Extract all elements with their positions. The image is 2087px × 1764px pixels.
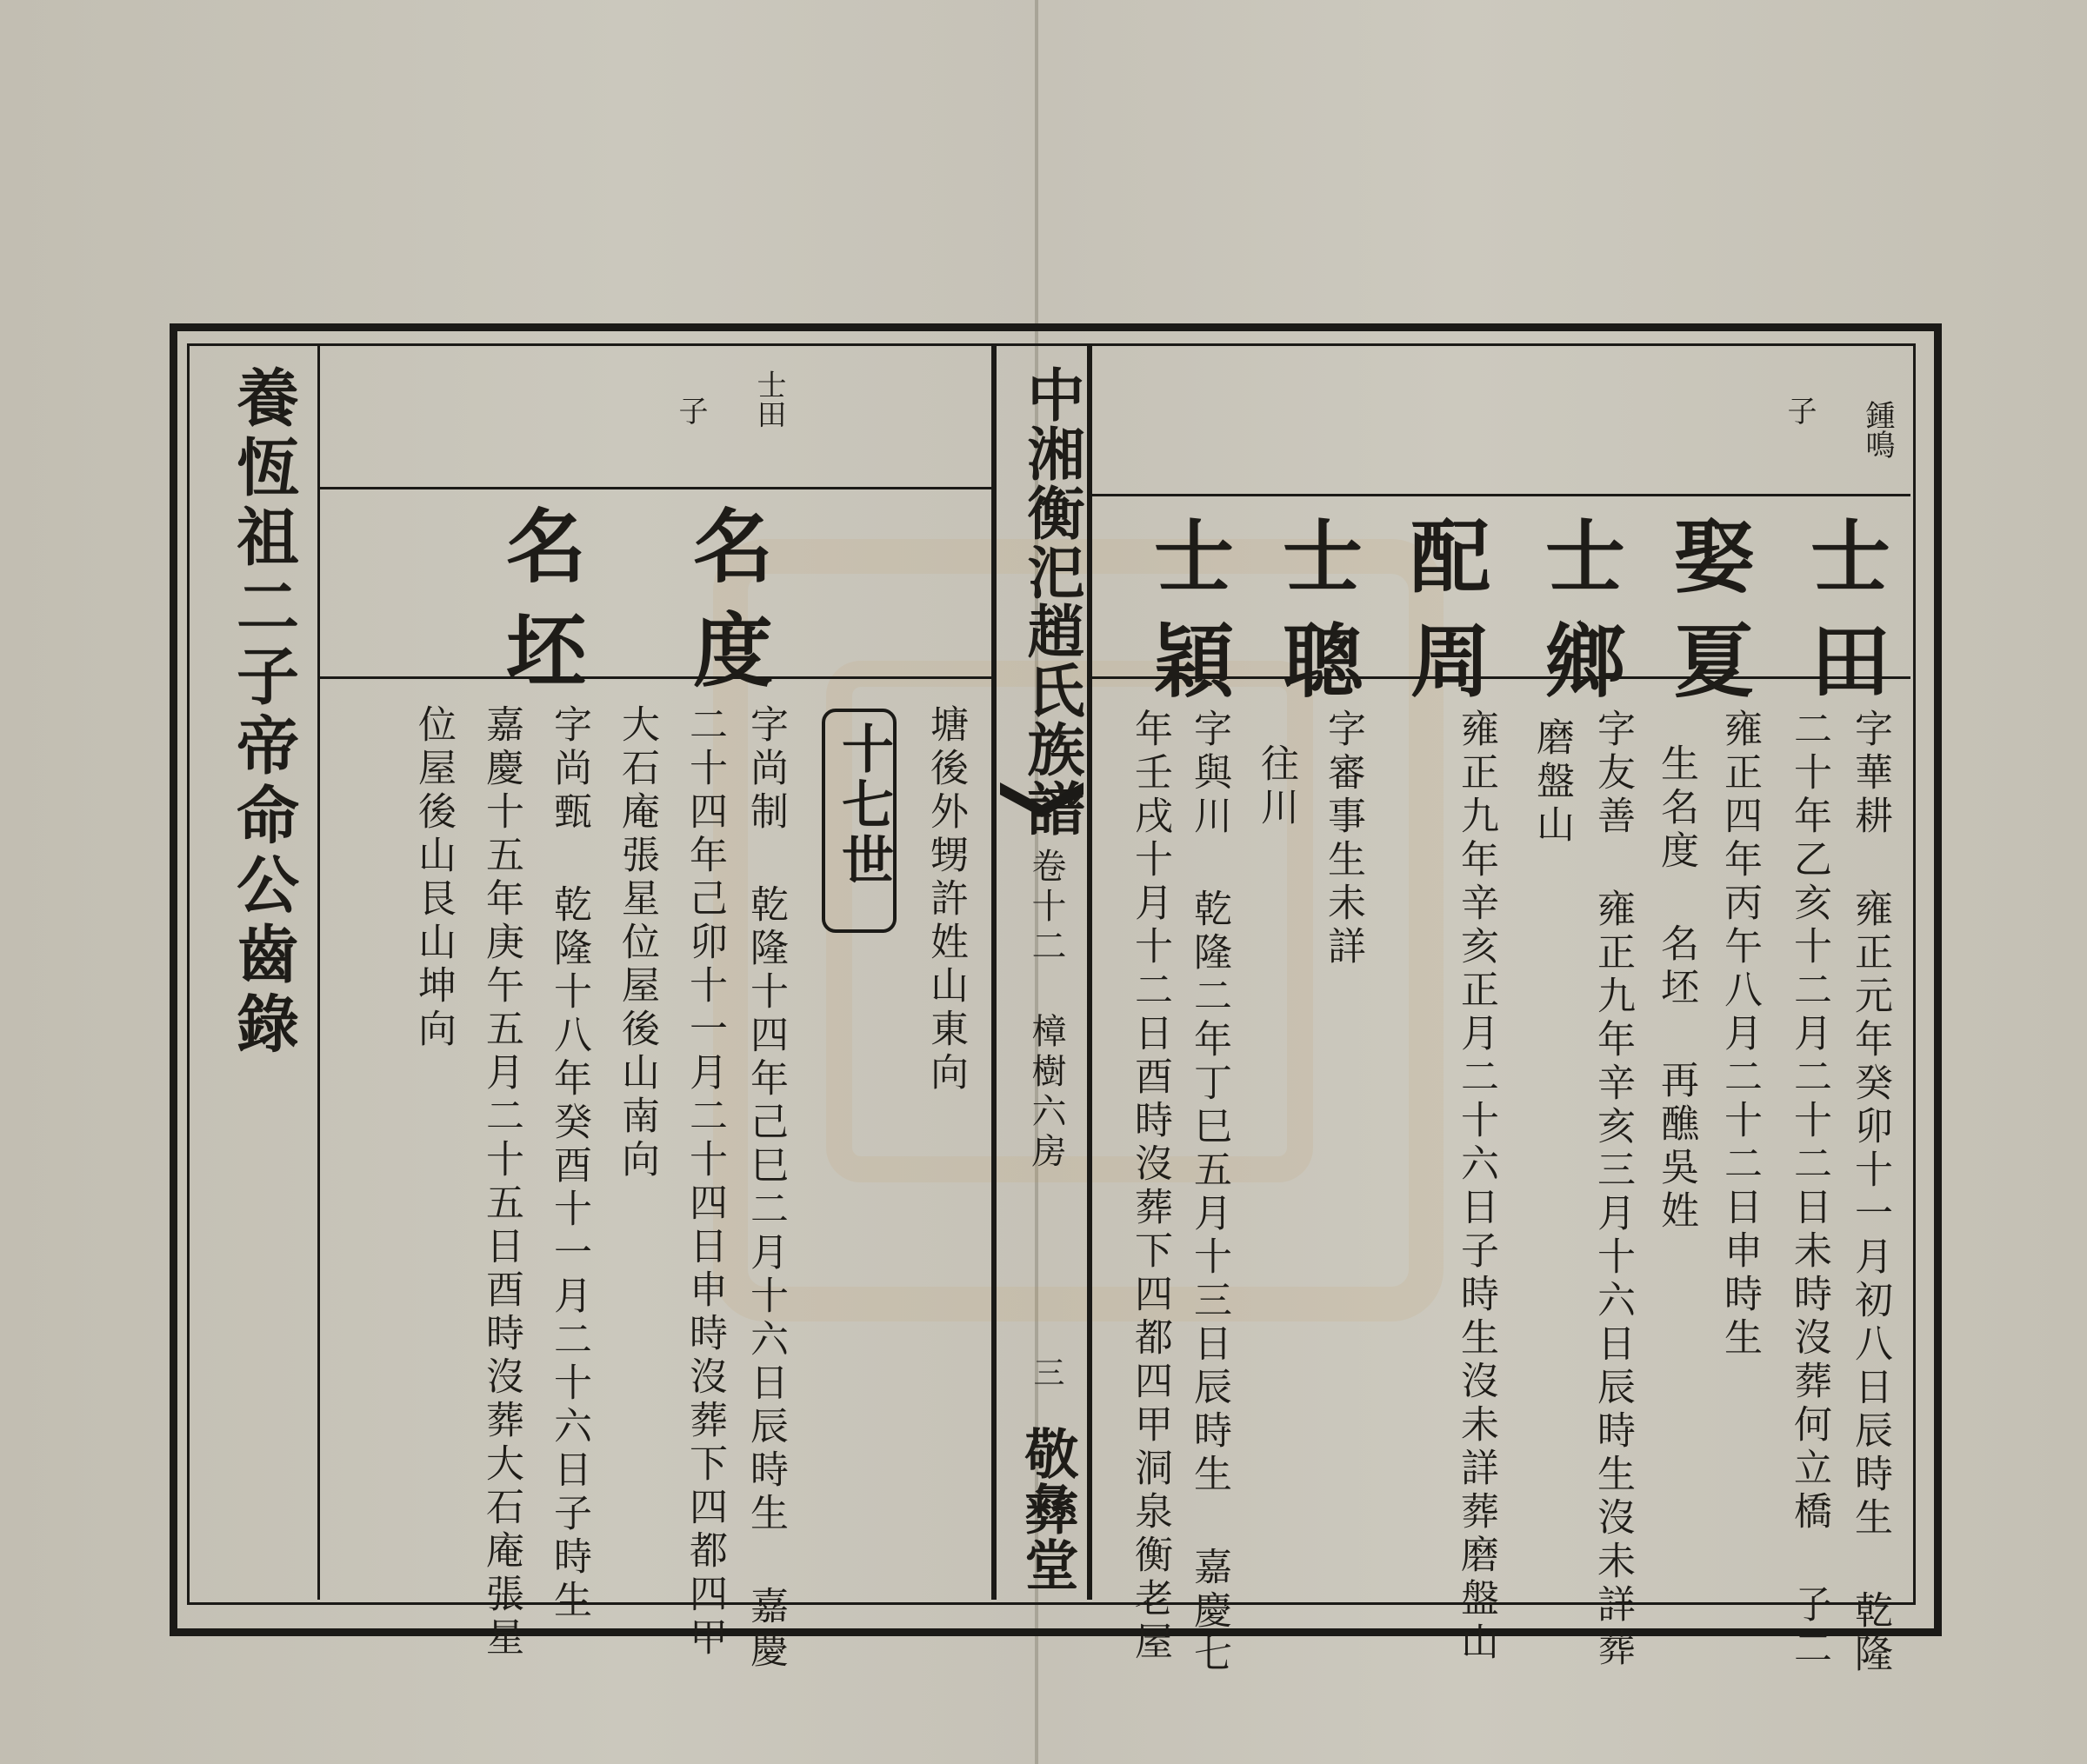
right-col-11: 年壬戌十月十二日酉時沒葬下四都四甲洞泉衡老屋 bbox=[1128, 709, 1172, 1665]
spine-volume: 卷十二 樟樹六房 bbox=[1026, 848, 1066, 1173]
spine-title: 中湘衡汜趙氏族譜 bbox=[1017, 365, 1085, 838]
name-du: 名度 bbox=[680, 504, 774, 713]
right-col-1: 字華耕 雍正元年癸卯十一月初八日辰時生 乾隆 bbox=[1848, 709, 1892, 1677]
right-col-10: 字與川 乾隆二年丁巳五月十三日辰時生 嘉慶七 bbox=[1187, 709, 1231, 1677]
father-label-right: 鍾鳴 bbox=[1860, 400, 1895, 459]
name-shi-tian: 士田 bbox=[1797, 515, 1891, 723]
right-col-7: 雍正九年辛亥正月二十六日子時生沒未詳葬磨盤山 bbox=[1454, 709, 1498, 1665]
right-col-5: 字友善 雍正九年辛亥三月十六日辰時生沒未詳葬 bbox=[1590, 709, 1635, 1671]
spine-page-number: 三 bbox=[1029, 1356, 1064, 1393]
left-col-3: 大石庵張星位屋後山南向 bbox=[615, 704, 659, 1182]
generation-label: 十七世 bbox=[833, 722, 894, 889]
page-title: 養恆祖二子帝命公齒錄 bbox=[226, 365, 300, 1061]
name-pei-zhou: 配周 bbox=[1397, 515, 1491, 723]
right-col-8: 字審事生未詳 bbox=[1321, 709, 1365, 969]
name-shi-xiang: 士鄉 bbox=[1532, 515, 1626, 723]
son-label-left: 子 bbox=[673, 396, 708, 425]
left-col-2: 二十四年己卯十一月二十四日申時沒葬下四都四甲 bbox=[683, 704, 727, 1661]
left-col-1: 字尚制 乾隆十四年己巳二月十六日辰時生 嘉慶 bbox=[743, 704, 788, 1673]
left-col-6: 位屋後山艮山坤向 bbox=[411, 704, 456, 1052]
left-col-4: 字尚甄 乾隆十八年癸酉十一月二十六日子時生 bbox=[547, 704, 591, 1623]
left-note: 塘後外甥許姓山東向 bbox=[923, 704, 968, 1095]
right-col-4: 生名度 名坯 再醮吳姓 bbox=[1654, 743, 1698, 1234]
left-names-rule bbox=[320, 676, 991, 679]
name-shi-cong: 士聰 bbox=[1270, 515, 1364, 723]
fish-tail-mark bbox=[1000, 782, 1084, 817]
right-col-9: 往川 bbox=[1254, 743, 1298, 830]
name-shi-ying: 士穎 bbox=[1141, 515, 1235, 723]
left-col-5: 嘉慶十五年庚午五月二十五日酉時沒葬大石庵張星 bbox=[479, 704, 523, 1661]
name-pi: 名坯 bbox=[493, 504, 587, 713]
father-label-left: 士田 bbox=[751, 369, 786, 429]
title-column-rule bbox=[317, 343, 320, 1600]
spine-border-left bbox=[991, 343, 997, 1600]
name-qu-xia: 娶夏 bbox=[1661, 515, 1755, 723]
left-upper-rule bbox=[320, 487, 991, 489]
right-col-6: 磨盤山 bbox=[1530, 717, 1574, 848]
right-upper-rule bbox=[1092, 494, 1910, 496]
son-label-right: 子 bbox=[1782, 396, 1817, 425]
right-col-3: 雍正四年丙午八月二十二日申時生 bbox=[1717, 709, 1762, 1361]
right-col-2: 二十年乙亥十二月二十二日未時沒葬何立橋 子二 bbox=[1787, 709, 1831, 1671]
spine-hall-name: 敬彝堂 bbox=[1016, 1426, 1079, 1593]
